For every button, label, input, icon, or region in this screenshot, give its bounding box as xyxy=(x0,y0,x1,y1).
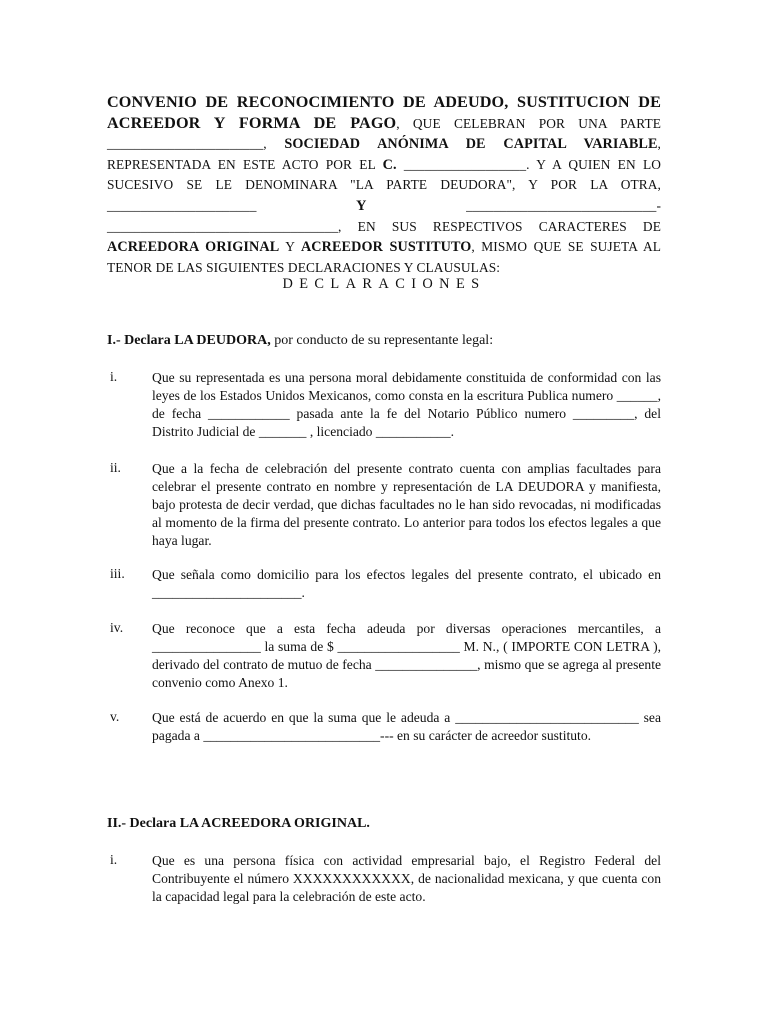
y-label: Y xyxy=(356,197,367,214)
blank-line: ____________________________- xyxy=(466,197,661,213)
item-number: v. xyxy=(110,709,120,724)
list-item xyxy=(110,369,662,441)
acreedora-original-label: ACREEDORA ORIGINAL xyxy=(107,239,280,256)
blank-line: _______________________ xyxy=(107,136,264,152)
intro-text: , EN SUS RESPECTIVOS CARACTERES DE xyxy=(338,218,661,234)
intro-text: , MISMO QUE SE SUJETA AL TENOR DE LAS SIGUIENTES DECLARACIONES Y CLAUSULAS: xyxy=(107,239,661,275)
list-item xyxy=(110,460,662,550)
section-heading-bold: II.- Declara LA ACREEDORA ORIGINAL. xyxy=(107,816,370,831)
blank-line: ______________________ xyxy=(107,197,257,213)
item-text: Que reconoce que a esta fecha adeuda por diversas operaciones mercantiles, a ________________ la suma de $ __________________ M. N., ( IMPORTE CON LETRA ), derivado del contrato de mutuo de fecha _______________, mismo que se agrega al presente convenio como Anexo 1. xyxy=(152,621,661,690)
document-title: CONVENIO DE RECONOCIMIENTO DE ADEUDO, SUSTITUCION DE ACREEDOR Y FORMA DE PAGO xyxy=(107,93,661,132)
intro-text: , xyxy=(263,136,285,152)
intro-text: Y xyxy=(279,239,301,255)
item-number: i. xyxy=(110,852,118,867)
list-item xyxy=(110,620,662,692)
item-text: Que señala como domicilio para los efectos legales del presente contrato, el ubicado en ______________________. xyxy=(152,567,661,600)
list-item xyxy=(110,566,662,602)
intro-text xyxy=(257,198,357,213)
section-heading-bold: I.- Declara LA DEUDORA, xyxy=(107,333,271,348)
section-heading-deudora xyxy=(107,333,493,349)
section-heading-acreedora xyxy=(107,816,370,832)
item-text: Que a la fecha de celebración del presente contrato cuenta con amplias facultades para celebrar el presente contrato en nombre y representación de LA DEUDORA y manifiesta, bajo protesta de decir verdad, que dichas facultades no le han sido revocadas, ni modificadas al momento de la firma del presente contrato. Lo anterior para todos los efectos legales a que haya lugar. xyxy=(152,461,661,548)
list-item xyxy=(110,709,662,745)
intro-paragraph xyxy=(107,93,661,278)
item-text: Que su representada es una persona moral debidamente constituida de conformidad con las leyes de los Estados Unidos Mexicanos, como consta en la escritura Publica numero ______, de fecha ____________ pasada ante la fe del Notario Público numero _________, del Distrito Judicial de _______ , licenciado ___________. xyxy=(152,370,661,439)
sociedad-label: SOCIEDAD ANÓNIMA DE CAPITAL VARIABLE xyxy=(284,136,658,153)
section-heading-text: por conducto de su representante legal: xyxy=(270,333,494,348)
item-number: i. xyxy=(110,369,118,384)
intro-text xyxy=(367,198,467,213)
list-item xyxy=(110,852,662,906)
acreedor-sustituto-label: ACREEDOR SUSTITUTO xyxy=(300,239,472,256)
blank-line: __________________________________ xyxy=(107,218,339,234)
item-text: Que es una persona física con actividad empresarial bajo, el Registro Federal del Contribuyente el número XXXXXXXXXXXX, de nacionalidad mexicana, y que cuenta con la capacidad legal para la celebración de este acto. xyxy=(152,853,661,904)
item-text: Que está de acuerdo en que la suma que le adeuda a ___________________________ sea pagada a __________________________--- en su carácter de acreedor sustituto. xyxy=(152,710,661,743)
intro-text: , QUE CELEBRAN POR UNA PARTE xyxy=(396,115,662,131)
item-number: iii. xyxy=(110,566,125,581)
blank-line: __________________ xyxy=(396,156,527,172)
item-number: ii. xyxy=(110,460,121,475)
intro-text: . Y A QUIEN EN LO SUCESIVO SE LE DENOMINARA "LA PARTE DEUDORA", Y POR LA OTRA, xyxy=(107,156,662,193)
c-label: C. xyxy=(382,156,397,173)
item-number: iv. xyxy=(110,620,124,635)
intro-text: , REPRESENTADA EN ESTE ACTO POR EL xyxy=(107,136,661,172)
declaraciones-heading: DECLARACIONES xyxy=(282,276,486,292)
